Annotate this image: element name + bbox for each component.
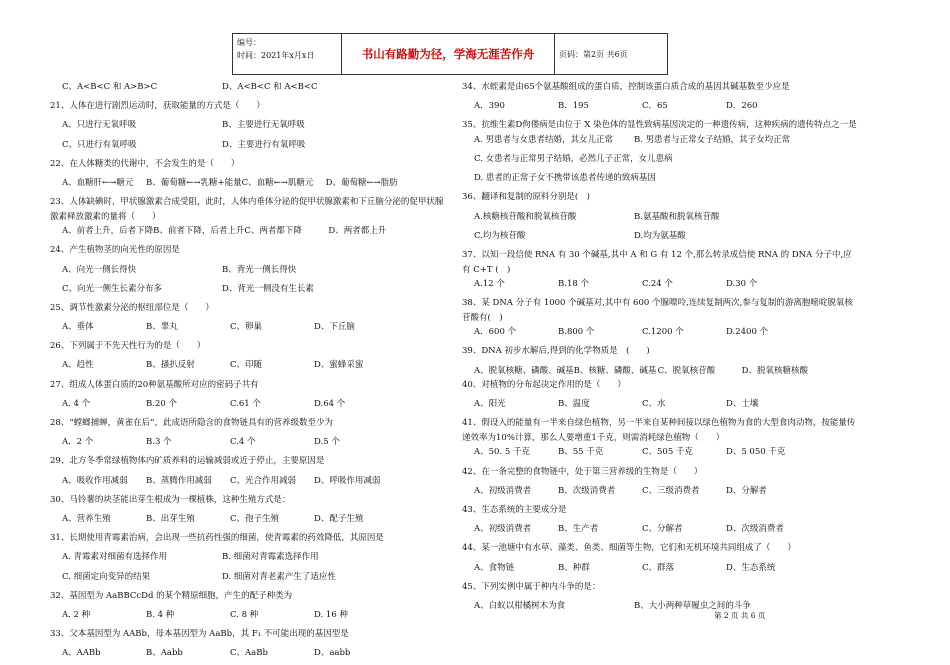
question-line: [50, 474, 445, 493]
answer-option: A、营养生殖: [62, 513, 111, 524]
question-line: [50, 118, 445, 137]
answer-option: A.12 个: [474, 279, 505, 289]
answer-option: D、分解者: [726, 485, 767, 496]
answer-option: A．2 个: [62, 437, 94, 448]
answer-option: D. 细菌对青老素产生了适应性: [222, 571, 336, 582]
question-line: [50, 195, 445, 224]
question-line: [462, 503, 860, 522]
header-motto: 书山有路勤为径，学海无涯苦作舟: [342, 34, 555, 74]
question-text: 24、产生植物茎的向光性的原因是: [50, 245, 180, 256]
answer-option: C、群落: [642, 562, 675, 573]
question-text: 27、组成人体蛋白质的20种氨基酸所对应的密码子共有: [50, 379, 259, 390]
answer-option: A. 2 种: [62, 609, 91, 620]
question-line: [50, 646, 445, 665]
answer-option: A. 青霉素对细菌有选择作用: [62, 552, 168, 563]
answer-option: B. 4 种: [146, 609, 175, 620]
question-line: [50, 435, 445, 454]
answer-option: B、主要进行无氧呼吸: [222, 120, 305, 131]
answer-option: B.20 个: [146, 398, 177, 409]
question-text: 34、水蛭素是由65个氨基酸组成的蛋白质，控制该蛋白质合成的基因其碱基数至少应是: [462, 82, 790, 92]
answer-option: D、背光一侧没有生长素: [222, 283, 314, 294]
question-text: 38、某 DNA 分子有 1000 个碱基对,其中有 600 个腺嘌呤,连续复制两次,参与复制的游离胞嘧啶脱氧核苷酸有( ): [462, 298, 853, 323]
answer-option: B、Aabb: [146, 648, 183, 659]
answer-option: A、初级消费者: [474, 485, 532, 496]
question-line: [462, 465, 860, 484]
answer-option: D、主要进行有氧呼吸: [222, 139, 306, 150]
answer-option: D、A<B<C 和 A<B<C: [222, 82, 318, 92]
question-line: [50, 397, 445, 416]
answer-option: A、初级消费者: [474, 524, 532, 535]
answer-option: C、A<B<C 和 A>B>C: [62, 82, 158, 92]
answer-option: A、只进行无氧呼吸: [62, 120, 137, 131]
question-line: [462, 248, 860, 277]
question-line: [50, 608, 445, 627]
answer-option: D、aabb: [314, 648, 351, 659]
question-line: [50, 493, 445, 512]
answer-option: B. 男患者与正常女子结婚，其子女均正常: [634, 134, 791, 145]
answer-option: C．65: [642, 101, 668, 112]
answer-option: D.30 个: [726, 279, 758, 289]
answer-option: D、呼吸作用减弱: [314, 475, 381, 486]
question-line: [50, 176, 445, 195]
answer-option: D.5 个: [314, 437, 340, 448]
question-line: [462, 541, 860, 560]
answer-option: A、向光一侧长得快: [62, 264, 137, 275]
question-text: 22、在人体糖类的代谢中，不会发生的是（ ）: [50, 158, 240, 169]
answer-option: C、只进行有氧呼吸: [62, 139, 137, 150]
question-text: 23、人体缺碘时，甲状腺激素合成受阻，此时，人体内垂体分泌的促甲状腺激素和下丘脑分泌的促甲状腺激素释放激素的量将（ ）: [50, 197, 444, 222]
answer-option: D、次级消费者: [726, 524, 784, 535]
answer-option: C、分解者: [642, 524, 683, 535]
answer-option: B．195: [558, 101, 589, 112]
answer-option: A、阳光: [474, 399, 506, 410]
left-column: [50, 80, 445, 665]
question-line: [50, 358, 445, 377]
answer-option: D、5 050 千克: [726, 447, 786, 458]
question-line: [50, 416, 445, 435]
question-text: 42、在一条完整的食物链中，处于第三营养级的生物是（ ）: [462, 466, 703, 477]
question-line: [462, 152, 860, 171]
answer-option: C.24 个: [642, 279, 673, 289]
page-footer: 第 2 页 共 6 页: [714, 611, 766, 620]
question-text: 44、某一池塘中有水草、藻类、鱼类、细菌等生物，它们和无机环境共同组成了（ ）: [462, 543, 796, 554]
answer-option: C、505 千克: [642, 447, 693, 458]
question-text: 40、对植物的分布起决定作用的是（ ）: [462, 380, 626, 391]
answer-option: B、55 千克: [558, 447, 604, 458]
question-line: [50, 282, 445, 301]
question-line: [50, 378, 445, 397]
question-text: 43、生态系统的主要成分是: [462, 505, 567, 515]
answer-option: B.3 个: [146, 437, 172, 448]
question-line: [50, 570, 445, 589]
question-line: [462, 484, 860, 503]
question-line: [50, 550, 445, 569]
answer-option: C、卵巢: [230, 322, 263, 333]
answer-option: C.1200 个: [642, 327, 684, 338]
question-line: [462, 344, 860, 363]
answer-option: D、生态系统: [726, 562, 776, 573]
answer-option: B、葡萄糖←→乳糖+能量: [146, 177, 242, 188]
question-line: [462, 133, 860, 152]
answer-option: C、光合作用减弱: [230, 475, 297, 486]
question-text: 35、抗维生素D佝偻病是由位于 X 染色体的显性致病基因决定的一种遗传病，这种疾病的遗传特点之一是: [462, 120, 857, 131]
question-text: 33、父本基因型为 AABb，母本基因型为 AaBb，其 F₁ 不可能出现的基因型是: [50, 629, 349, 640]
answer-option: D.64 个: [314, 398, 346, 409]
answer-option: D.2400 个: [726, 327, 769, 338]
answer-option: D、脱氧核糖核酸: [741, 365, 808, 376]
right-column: [462, 80, 860, 618]
answer-option: C.4 个: [230, 437, 256, 448]
question-line: [50, 301, 445, 320]
answer-option: A.核糖核苷酸和脱氧核苷酸: [474, 211, 577, 222]
question-line: [462, 445, 860, 464]
answer-option: B、背光一侧长得快: [222, 264, 297, 275]
header-meta: [233, 34, 342, 74]
question-text: 32、基因型为 AaBBCcDd 的某个精原细胞，产生的配子种类为: [50, 590, 293, 601]
question-line: [50, 531, 445, 550]
answer-option: B、搔扒反射: [146, 360, 195, 371]
question-line: [50, 627, 445, 646]
question-line: [50, 157, 445, 176]
answer-option: A、白蚁以柑橘树木为食: [474, 600, 566, 611]
answer-option: B. 细菌对青霉素选择作用: [222, 552, 319, 563]
question-line: [50, 243, 445, 262]
question-text: 26、下列属于不先天性行为的是（ ）: [50, 341, 206, 352]
question-line: [50, 263, 445, 282]
question-line: [462, 210, 860, 229]
page-header: [232, 33, 668, 75]
answer-option: B、蒸腾作用减弱: [146, 475, 212, 486]
question-line: [50, 99, 445, 118]
question-line: [462, 277, 860, 296]
question-text: 41、假设入的能量有一半来自绿色植物，另一半来自某种间接以绿色植物为食的大型食肉动物，按能量传递效率为10%计算，那么人要增重1千克，则需消耗绿色植物（ ）: [462, 418, 856, 443]
question-text: 31、长期使用青霉素治病，会出现一些抗药性强的细菌，使青霉素的药效降低，其原因是: [50, 533, 384, 544]
answer-option: B、核糖、磷酸、碱基: [573, 365, 657, 376]
answer-option: B.800 个: [558, 327, 595, 338]
answer-option: D.均为氨基酸: [634, 230, 686, 241]
question-line: [462, 171, 860, 190]
question-text: 25、调节性激素分泌的枢纽部位是（ ）: [50, 302, 214, 313]
header-time: 时间：2021年x月x日: [237, 51, 315, 60]
question-line: [462, 599, 860, 618]
answer-option: C、印随: [230, 360, 263, 371]
question-text: 36、翻译和复制的原料分别是( ): [462, 192, 590, 203]
answer-option: B、生产者: [558, 524, 599, 535]
answer-option: A、50. 5 千克: [474, 447, 530, 458]
answer-option: A、脱氧核糖、磷酸、碱基: [474, 365, 574, 376]
answer-option: C、水: [642, 399, 666, 410]
answer-option: B.氨基酸和脱氧核苷酸: [634, 211, 720, 222]
answer-option: B、温度: [558, 399, 590, 410]
question-text: 45、下列实例中属于种内斗争的是：: [462, 581, 601, 592]
answer-option: C、AaBb: [230, 648, 268, 659]
answer-option: D、配子生殖: [314, 513, 364, 524]
question-text: 39、DNA 初步水解后,得到的化学物质是 ( ): [462, 346, 650, 357]
answer-option: D、蜜蜂采蜜: [314, 360, 364, 371]
answer-option: B、睾丸: [146, 322, 178, 333]
question-line: [50, 138, 445, 157]
answer-option: A、吸收作用减弱: [62, 475, 128, 486]
answer-option: C. 女患者与正常男子结婚，必然儿子正常，女儿患病: [474, 154, 673, 165]
answer-option: A、食物链: [474, 562, 515, 573]
answer-option: A、前者上升，后者下降: [62, 226, 154, 237]
question-line: [462, 325, 860, 344]
question-line: [462, 118, 860, 133]
answer-option: B、出芽生殖: [146, 513, 195, 524]
question-text: 29、北方冬季常绿植物体内矿质养料的运输减弱或近于停止，主要原因是: [50, 456, 325, 467]
answer-option: B.18 个: [558, 279, 589, 289]
answer-option: D、葡萄糖←→脂肪: [325, 177, 398, 188]
answer-option: A、趋性: [62, 360, 94, 371]
answer-option: A、垂体: [62, 322, 94, 333]
answer-option: A．390: [474, 101, 505, 112]
question-line: [462, 580, 860, 599]
answer-option: A、AABb: [62, 648, 101, 659]
question-line: [50, 339, 445, 358]
question-line: [50, 224, 445, 243]
answer-option: D、下丘脑: [314, 322, 355, 333]
question-line: [462, 397, 860, 416]
answer-option: B、种群: [558, 562, 590, 573]
answer-option: C、两者都下降: [244, 226, 302, 237]
answer-option: B、大小两种草履虫之间的斗争: [634, 600, 751, 611]
question-line: [462, 80, 860, 99]
question-line: [462, 364, 860, 379]
question-line: [50, 512, 445, 531]
answer-option: C.61 个: [230, 398, 261, 409]
answer-option: D. 患者的正常子女不携带该患者传递的致病基因: [474, 173, 656, 184]
answer-option: C. 细菌定向变异的结果: [62, 571, 151, 582]
answer-option: D. 16 种: [314, 609, 348, 620]
question-line: [462, 190, 860, 209]
header-page-info: 页码：第2页 共6页: [559, 49, 628, 59]
question-line: [50, 454, 445, 473]
answer-option: C、孢子生殖: [230, 513, 280, 524]
answer-option: C、向光一侧生长素分布多: [62, 283, 163, 294]
question-line: [462, 378, 860, 397]
question-line: [462, 522, 860, 541]
question-text: 28、“螳螂捕蝉，黄雀在后”，此成语所隐含的食物链具有的营养级数至少为: [50, 418, 334, 428]
answer-option: A. 4 个: [62, 398, 91, 409]
answer-option: C、血糖←→肌糖元: [241, 177, 314, 188]
question-line: [462, 296, 860, 325]
answer-option: B、前者下降，后者上升: [153, 226, 245, 237]
answer-option: D．260: [726, 101, 758, 112]
answer-option: B、次级消费者: [558, 485, 616, 496]
answer-option: D、两者都上升: [328, 226, 387, 237]
question-text: 37、以知一段信使 RNA 有 30 个碱基,其中 A 和 G 有 12 个,那么转录成信使 RNA 的 DNA 分子中,应有 C+T ( ): [462, 250, 852, 275]
answer-option: A. 男患者与女患者结婚，其女儿正常: [474, 134, 614, 145]
question-line: [50, 589, 445, 608]
answer-option: C.均为核苷酸: [474, 230, 526, 241]
answer-option: C. 8 种: [230, 609, 259, 620]
question-text: 30、马铃薯的块茎能出芽生根成为一棵植株，这种生殖方式是：: [50, 494, 291, 505]
question-line: [462, 561, 860, 580]
question-line: [462, 229, 860, 248]
answer-option: D、土壤: [726, 399, 759, 410]
answer-option: C、三级消费者: [642, 485, 700, 496]
answer-option: A、血糖肝←→糖元: [62, 177, 134, 188]
question-text: 21、人体在进行剧烈运动时，获取能量的方式是（ ）: [50, 101, 265, 112]
question-line: [462, 99, 860, 118]
question-line: [50, 320, 445, 339]
question-line: [462, 416, 860, 445]
question-line: [50, 80, 445, 99]
answer-option: A．600 个: [474, 327, 517, 338]
header-code: 编号：: [237, 38, 261, 47]
answer-option: C、脱氧核苷酸: [657, 365, 716, 376]
